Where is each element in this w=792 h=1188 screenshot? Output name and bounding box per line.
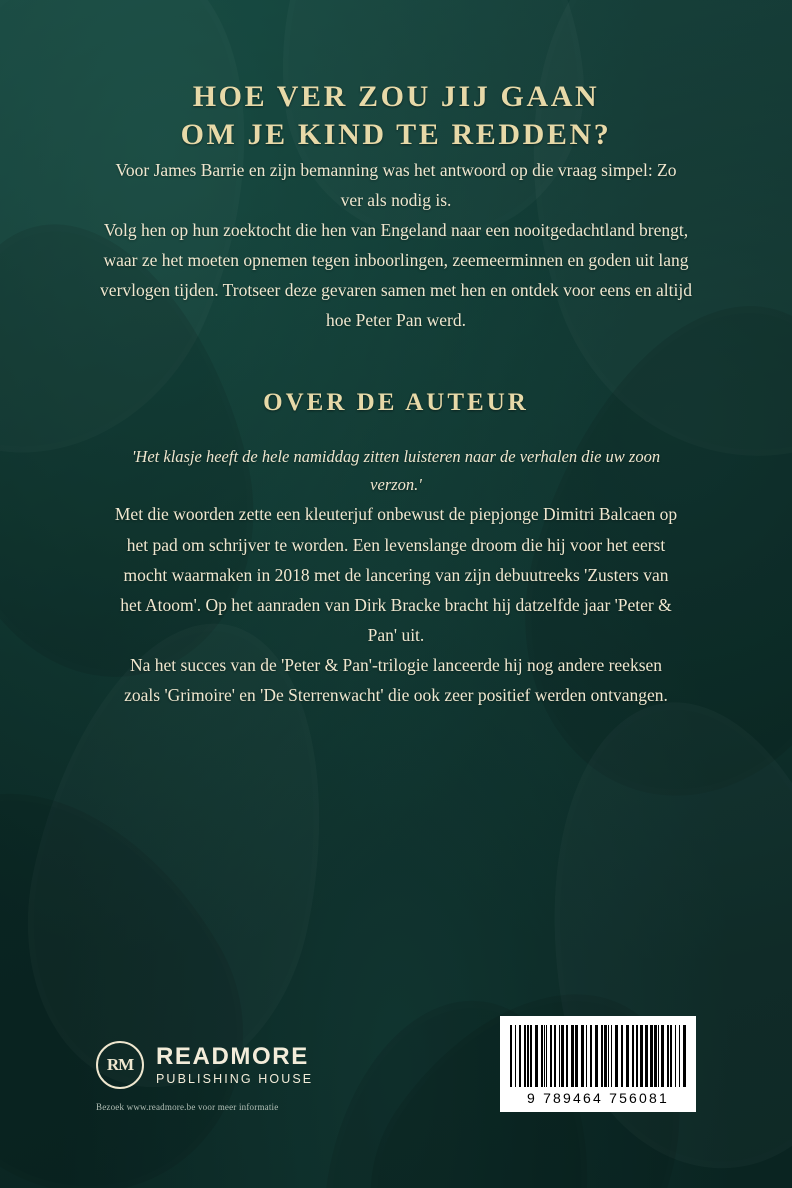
isbn-number: 9 789464 756081	[527, 1090, 669, 1106]
headline-line-1: HOE VER ZOU JIJ GAAN	[192, 80, 600, 113]
publisher-note: Bezoek www.readmore.be voor meer informatie	[96, 1102, 279, 1112]
author-paragraph-2: Na het succes van de 'Peter & Pan'-trilogie lanceerde hij nog andere reeksen zoals 'Grimoire' en 'De Sterrenwacht' die ook zeer positief werden ontvangen.	[124, 654, 668, 705]
section-title-author: OVER DE AUTEUR	[263, 389, 529, 417]
blurb-paragraph-1: Voor James Barrie en zijn bemanning was het antwoord op die vraag simpel: Zo ver als nodig is.	[115, 159, 677, 210]
page-title	[96, 0, 696, 155]
publisher-logo-icon: RM	[96, 1041, 144, 1089]
author-paragraph-1: Met die woorden zette een kleuterjuf onbewust de piepjonge Dimitri Balcaen op het pad om schrijver te worden. Een levenslange droom die hij voor het eerst mocht waarmaken in 2018 met de lancering van zijn debuutreeks 'Zusters van het Atoom'. Op het aanraden van Dirk Bracke bracht hij datzelfde jaar 'Peter & Pan' uit.	[114, 504, 678, 645]
blurb-paragraph-2: Volg hen op hun zoektocht die hen van Engeland naar een nooitgedachtland brengt, waar ze het moeten opnemen tegen inboorlingen, zeemeerminnen en goden uit lang vervlogen tijden. Trotseer deze gevaren samen met hen en ontdek voor eens en altijd hoe Peter Pan werd.	[100, 219, 692, 331]
publisher-subtitle: PUBLISHING HOUSE	[156, 1071, 314, 1086]
publisher-name: READMORE	[156, 1043, 309, 1071]
author-quote: 'Het klasje heeft de hele namiddag zitten luisteren naar de verhalen die uw zoon verzon.'	[131, 447, 661, 495]
headline-line-2: OM JE KIND TE REDDEN?	[180, 118, 612, 152]
